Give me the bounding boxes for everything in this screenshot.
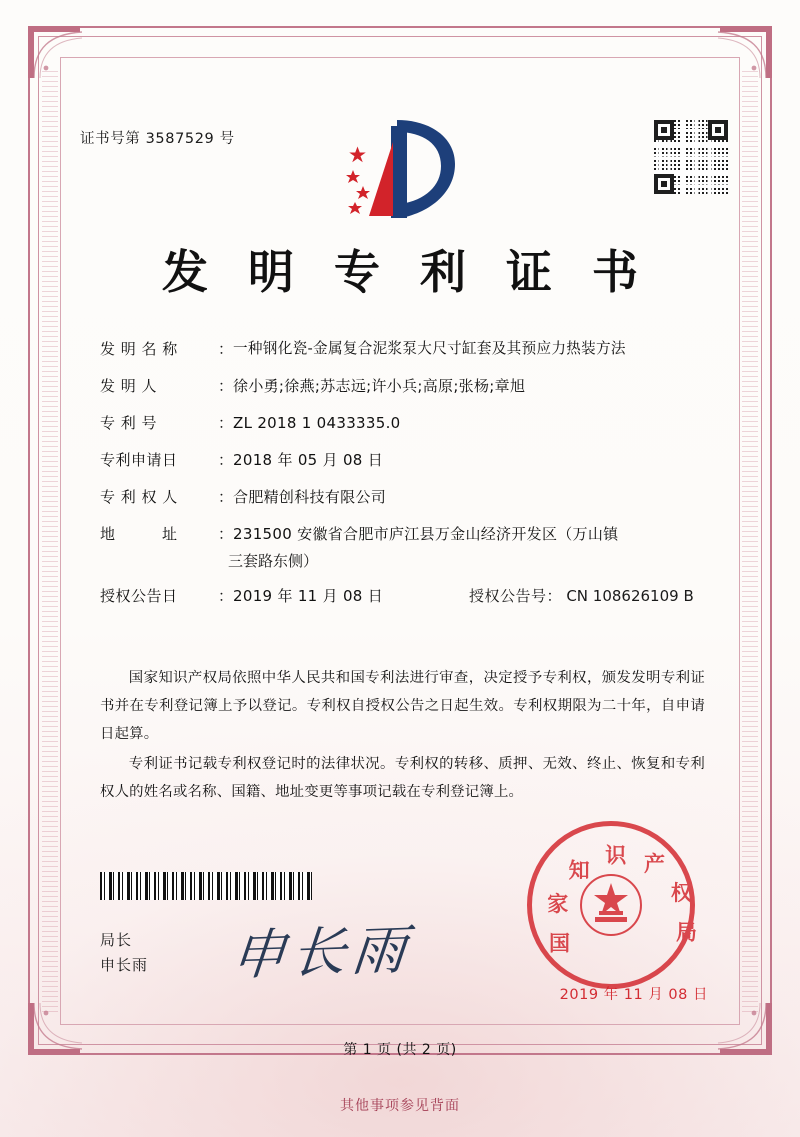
page-title: 发 明 专 利 证 书 (161, 245, 651, 299)
field-row-invention-title (100, 338, 705, 361)
seal-text-ring (532, 826, 697, 984)
paragraph-2: 专利证书记载专利权登记时的法律状况。专利权的转移、质押、无效、终止、恢复和专利权人的姓名或名称、国籍、地址变更等事项记载在专利登记簿上。 (100, 756, 705, 801)
barcode-icon (100, 872, 312, 900)
flourish-icon (710, 28, 770, 82)
field-grant-number-group (469, 585, 694, 608)
guilloche-band-left (42, 70, 58, 1012)
field-value-patent-number: ZL 2018 1 0433335.0 (233, 414, 401, 432)
field-colon: ： (218, 451, 234, 469)
page-indicator: 第 1 页 (共 2 页) (343, 1042, 457, 1058)
seal-date: 2019 年 11 月 08 日 (559, 987, 708, 1003)
field-colon: ： (218, 340, 234, 358)
paragraph-1: 国家知识产权局依照中华人民共和国专利法进行审查，决定授予专利权，颁发发明专利证书并在专利登记簿上予以登记。专利权自授权公告之日起生效。专利权期限为二十年，自申请日起算。 (100, 670, 705, 743)
field-row-patent-number (100, 412, 705, 435)
field-label: 发 明 名 称 (100, 340, 178, 358)
seal-char: 识 (605, 842, 627, 868)
field-label-grant-date: 授权公告日 (100, 587, 178, 605)
field-value-application-date: 2018 年 05 月 08 日 (233, 451, 384, 469)
field-label: 专 利 号 (100, 414, 158, 432)
seal-char: 国 (548, 930, 570, 956)
field-row-address (100, 523, 705, 546)
field-row-grant (100, 585, 705, 608)
seal-char: 权 (670, 880, 692, 906)
field-row-patentee (100, 486, 705, 509)
signature-block (100, 928, 148, 978)
signature-name: 申长雨 (100, 955, 149, 974)
field-value-inventors: 徐小勇;徐燕;苏志远;许小兵;高原;张杨;章旭 (233, 377, 526, 395)
field-label-grant-number: 授权公告号 (469, 587, 547, 605)
field-value-patentee: 合肥精创科技有限公司 (233, 488, 387, 506)
field-label: 发 明 人 (100, 377, 158, 395)
certificate-number: 证书号第 3587529 号 (80, 131, 235, 147)
field-colon: ： (218, 414, 234, 432)
field-colon: ： (218, 587, 234, 605)
seal-char: 局 (675, 919, 697, 945)
field-colon: ： (218, 488, 234, 506)
field-value-address-line2: 三套路东侧） (228, 552, 319, 570)
field-label: 专 利 权 人 (100, 488, 178, 506)
field-value-grant-date: 2019 年 11 月 08 日 (233, 587, 384, 605)
field-label: 专利申请日 (100, 451, 178, 469)
field-row-application-date (100, 449, 705, 472)
qr-code-icon (654, 120, 728, 194)
fields-list (100, 338, 705, 622)
seal-char: 家 (547, 890, 569, 916)
field-value-invention-title: 一种钢化瓷-金属复合泥浆泵大尺寸缸套及其预应力热装方法 (233, 340, 626, 357)
field-value-address: 231500 安徽省合肥市庐江县万金山经济开发区（万山镇 (233, 525, 619, 543)
field-label: 地 址 (100, 525, 178, 543)
seal-char: 产 (644, 850, 665, 876)
cnipa-logo-icon (335, 112, 465, 227)
handwritten-signature: 申长雨 (228, 917, 415, 988)
official-seal (527, 821, 695, 989)
seal-char: 知 (568, 857, 590, 883)
field-colon: ： (546, 587, 562, 605)
guilloche-band-right (742, 70, 758, 1012)
legal-text-block (100, 664, 705, 808)
field-colon: ： (218, 525, 234, 543)
field-colon: ： (218, 377, 234, 395)
field-row-inventors (100, 375, 705, 398)
signature-role: 局长 (100, 931, 133, 949)
footer-note: 其他事项参见背面 (340, 1098, 460, 1114)
field-value-grant-number: CN 108626109 B (566, 587, 694, 605)
flourish-icon (30, 28, 90, 82)
